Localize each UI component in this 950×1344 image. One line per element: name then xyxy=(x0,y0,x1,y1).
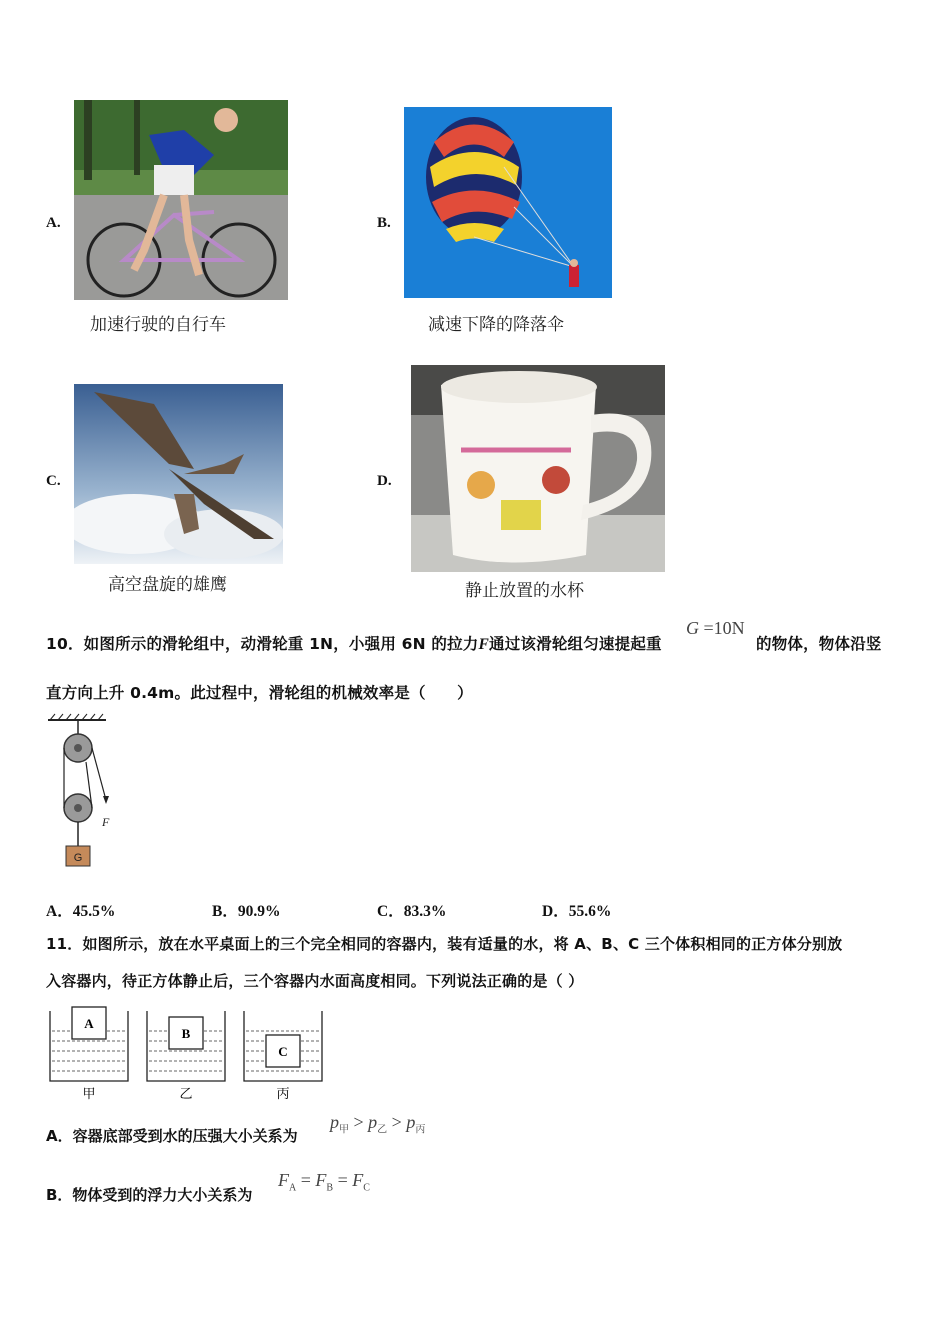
sub-c: C xyxy=(363,1182,370,1194)
container-name-jia: 甲 xyxy=(82,1087,96,1102)
q10-line1 xyxy=(46,632,662,654)
gt-sign-1: > xyxy=(353,1112,364,1132)
gt-sign-2: > xyxy=(391,1112,402,1132)
option-a-caption: 加速行驶的自行车 xyxy=(90,315,226,335)
q10-choice-b[interactable]: B．90.9% xyxy=(212,903,281,920)
q11-line2: 入容器内，待正方体静止后，三个容器内水面高度相同。下列说法正确的是（ ） xyxy=(46,972,584,990)
q11-choice-a-text: A．容器底部受到水的压强大小关系为 xyxy=(46,1127,298,1145)
q11-line1: 11．如图所示，放在水平桌面上的三个完全相同的容器内，装有适量的水，将 A、B、C 三个体积相同的正方体分别放 xyxy=(46,935,843,953)
pulley-weight-label: G xyxy=(73,852,83,864)
cup-photo xyxy=(411,365,665,572)
q10-weight-formula: G =10N xyxy=(686,618,745,638)
sub-jia: 甲 xyxy=(339,1124,349,1136)
container-name-yi: 乙 xyxy=(179,1087,193,1102)
pulley-diagram xyxy=(46,712,126,872)
q11-choice-a-formula xyxy=(330,1112,425,1136)
q10-choice-c[interactable]: C．83.3% xyxy=(377,903,447,920)
q10-text-c: 的物体，物体沿竖 xyxy=(756,635,882,653)
p-symbol: p xyxy=(330,1112,339,1132)
sub-a: A xyxy=(289,1182,297,1194)
option-d-letter: D. xyxy=(377,473,392,489)
eagle-photo xyxy=(74,384,283,564)
q11-choice-b[interactable] xyxy=(46,1184,252,1205)
q11-choice-b-text: B．物体受到的浮力大小关系为 xyxy=(46,1186,253,1204)
option-a-letter: A. xyxy=(46,215,61,231)
q10-choice-d[interactable]: D．55.6% xyxy=(542,903,612,920)
cyclist-photo xyxy=(74,100,288,300)
F-symbol: F xyxy=(315,1170,327,1190)
F-symbol: F xyxy=(278,1170,289,1190)
q10-choice-a[interactable]: A．45.5% xyxy=(46,903,116,920)
block-c-label: C xyxy=(278,1044,288,1059)
sub-bing: 丙 xyxy=(415,1124,426,1136)
option-b-caption: 减速下降的降落伞 xyxy=(428,315,564,335)
p-symbol: p xyxy=(406,1112,416,1132)
q10-text-b: 通过该滑轮组匀速提起重 xyxy=(489,635,662,653)
eq-sign-1: = xyxy=(300,1170,311,1190)
q10-force-symbol: F xyxy=(478,636,490,653)
parachute-photo xyxy=(404,107,612,298)
sub-yi: 乙 xyxy=(377,1124,388,1136)
option-c-letter: C. xyxy=(46,473,61,489)
F-symbol: F xyxy=(352,1170,364,1190)
pulley-force-label: F xyxy=(102,815,110,829)
q10-text-a: 10．如图所示的滑轮组中，动滑轮重 1N，小强用 6N 的拉力 xyxy=(46,635,479,653)
block-a-label: A xyxy=(84,1016,94,1031)
p-symbol: p xyxy=(368,1112,378,1132)
eq-sign-2: = xyxy=(337,1170,348,1190)
container-name-bing: 丙 xyxy=(276,1087,290,1102)
sub-b: B xyxy=(326,1182,334,1194)
option-c-caption: 高空盘旋的雄鹰 xyxy=(108,575,227,595)
q11-choice-b-formula xyxy=(278,1170,370,1194)
containers-diagram xyxy=(46,1005,336,1105)
option-d-caption: 静止放置的水杯 xyxy=(465,581,584,601)
option-b-letter: B. xyxy=(377,215,391,231)
block-b-label: B xyxy=(181,1026,191,1041)
q11-choice-a[interactable] xyxy=(46,1125,298,1146)
q10-line2: 直方向上升 0.4m。此过程中，滑轮组的机械效率是（ ） xyxy=(46,684,473,702)
